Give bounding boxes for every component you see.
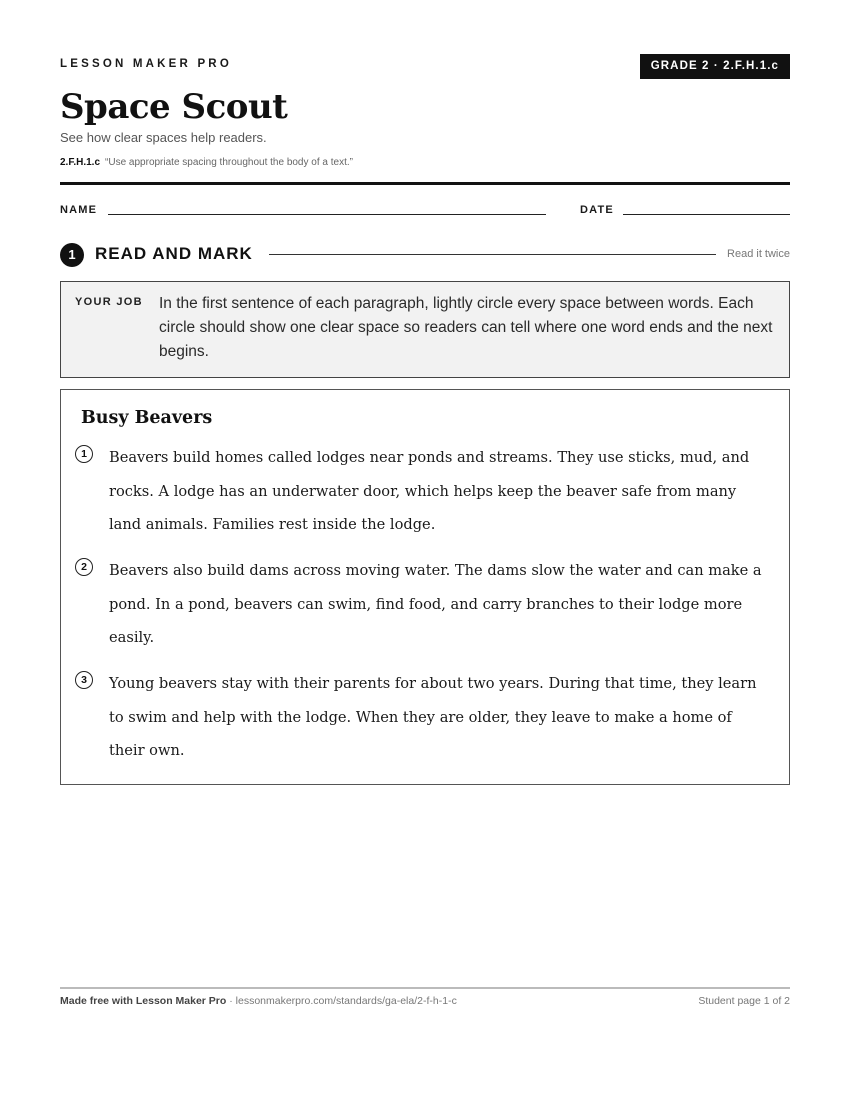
standard-quote: “Use appropriate spacing throughout the body of a text.”: [105, 157, 353, 168]
section-note: Read it twice: [727, 248, 790, 260]
step-number-badge: 1: [60, 243, 84, 267]
paragraph-text[interactable]: Young beavers stay with their parents for about two years. During that time, they learn to swim and help with the lodge. When they are older, they leave to make a home of their own.: [109, 675, 757, 759]
instructions-box: [60, 281, 790, 378]
instructions-text: In the first sentence of each paragraph, lightly circle every space between words. Each circle should show one clear space so readers can tell where one word ends and the next begins.: [159, 295, 773, 360]
section-rule: [269, 254, 716, 255]
date-label: DATE: [580, 204, 614, 216]
standard-line: [60, 157, 353, 168]
paragraph-number-badge: 3: [75, 671, 93, 689]
reading-passage: [60, 389, 790, 785]
footer-url[interactable]: · lessonmakerpro.com/standards/ga-ela/2-f-h-1-c: [226, 995, 457, 1007]
worksheet-page: [60, 0, 790, 1100]
footer-credit: Made free with Lesson Maker Pro: [60, 995, 227, 1007]
page-number: Student page 1 of 2: [698, 995, 790, 1007]
footer-divider: [60, 987, 790, 989]
page-subtitle: See how clear spaces help readers.: [60, 130, 267, 145]
section-header: [60, 242, 790, 268]
header-divider: [60, 182, 790, 185]
paragraph-text[interactable]: Beavers also build dams across moving water. The dams slow the water and can make a pond. In a pond, beavers can swim, find food, and carry branches to their lodge more easily.: [109, 562, 762, 646]
brand-name: LESSON MAKER PRO: [60, 58, 232, 70]
instructions-label: YOUR JOB: [75, 296, 143, 308]
grade-badge: GRADE 2 · 2.F.H.1.c: [640, 54, 790, 79]
paragraph-number-badge: 2: [75, 558, 93, 576]
date-field[interactable]: [623, 214, 790, 215]
section-title: READ AND MARK: [95, 244, 253, 263]
paragraph-text[interactable]: Beavers build homes called lodges near ponds and streams. They use sticks, mud, and rocks. A lodge has an underwater door, which helps keep the beaver safe from many land animals. Families rest inside the lodge.: [109, 449, 750, 533]
passage-title: Busy Beavers: [81, 408, 213, 428]
paragraph-number-badge: 1: [75, 445, 93, 463]
footer-credit-line: [60, 995, 457, 1007]
name-field[interactable]: [108, 214, 546, 215]
name-label: NAME: [60, 204, 98, 216]
standard-code: 2.F.H.1.c: [60, 157, 101, 168]
page-title: Space Scout: [60, 87, 288, 127]
